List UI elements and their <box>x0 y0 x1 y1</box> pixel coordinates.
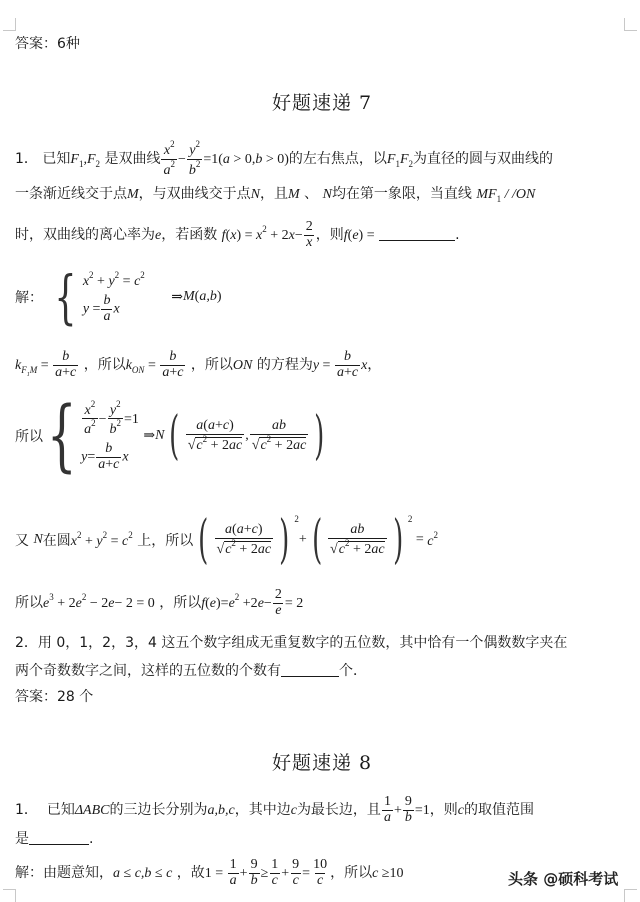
page-corner-mark-bottom-left <box>3 889 16 902</box>
page-corner-mark-top-right <box>624 18 637 31</box>
section-title-7: 好题速递 7 <box>272 92 373 114</box>
solution-label: 解： <box>15 290 43 306</box>
solution-slope-line: $k_{F_1M}$ = $\frac{b}{a+c}$ ，所以$k_{ON}$ = $\frac{b}{a+c}$ ，所以ON 的方程为y = $\frac{b}{a+c}$ x， <box>15 349 382 380</box>
previous-answer: 答案：6种 <box>15 36 80 52</box>
q2-answer: 答案：28 个 <box>15 689 94 705</box>
q2-line-1: 2．用 0，1，2，3，4 这五个数字组成无重复数字的五位数，其中恰有一个偶数数字夹在 <box>15 635 568 651</box>
answer-blank[interactable] <box>379 228 455 241</box>
answer-blank[interactable] <box>29 832 89 845</box>
q1-line-3: 时，双曲线的离心率为e，若函数 $f(x) = x^2 + 2x-$ $\frac{2}{x}$ ，则f(e) = . <box>15 219 460 250</box>
q1-line-2: 一条渐近线交于点M，与双曲线交于点N，且M 、 N均在第一象限，当直线 $MF_1 / /ON$ <box>15 186 536 204</box>
solution-system-2: 所以{ $\frac{x^2}{a^2}$ − $\frac{y^2}{b^2}$ =1 y= $\frac{b}{a+c}$ x ⇒N( $\frac{a(a+c)}{√c^2 + 2ac}$ , $\frac{ab}{√c^2 + 2ac}$ ) <box>15 391 325 481</box>
q2-line-2: 两个奇数数字之间，这样的五位数的个数有 个． <box>15 663 367 679</box>
s8-q1-line-1: 1． 已知ΔABC的三边长分别为a,b,c，其中边c为最长边，且 $\frac{1}{a}$ + $\frac{9}{b}$ =1，则c的取值范围 <box>15 794 534 825</box>
answer-blank[interactable] <box>281 664 339 677</box>
q1-line-1: 1． 已知$F_1,F_2$ 是双曲线 $\frac{x^2}{a^2}$ − $\frac{y^2}{b^2}$ =1(a > 0,b > 0)的左右焦点，以$F_1F_2$为直径的圆与双曲线的 <box>15 139 554 178</box>
page-corner-mark-top-left <box>3 18 16 31</box>
question-number: 1． <box>15 151 38 168</box>
solution-circle-line: 又 N在圆$x^2 + y^2 = c^2$ 上，所以( $\frac{a(a+c)}{√c^2 + 2ac}$ ) $^2$+( $\frac{ab}{√c^2 + 2ac}$ ) $^2 = c^2$ <box>15 510 438 570</box>
foci-label: $F_1,F_2$ <box>70 152 100 170</box>
s8-solution: 解：由题意知，a ≤ c,b ≤ c ，故1 = $\frac{1}{a}$ + $\frac{9}{b}$ ≥ $\frac{1}{c}$ + $\frac{9}{c}$ = $\frac{10}{c}$ ，所以c ≥10 <box>15 857 404 888</box>
page-corner-mark-bottom-right <box>624 889 637 902</box>
watermark: 头条 @硕科考试 <box>508 870 619 888</box>
section-title-8: 好题速递 8 <box>272 752 373 774</box>
solution-system-1: 解： { $x^2 + y^2 = c^2$ y = $\frac{b}{a}$ x ⇒M(a,b) <box>15 263 222 331</box>
solution-final-line: 所以$e^3 + 2e^2 - 2e- 2 = 0$ ，所以$f(e)=e^2 +2e-$ $\frac{2}{e}$ = 2 <box>15 587 304 618</box>
s8-q1-line-2: 是 . <box>15 831 94 847</box>
